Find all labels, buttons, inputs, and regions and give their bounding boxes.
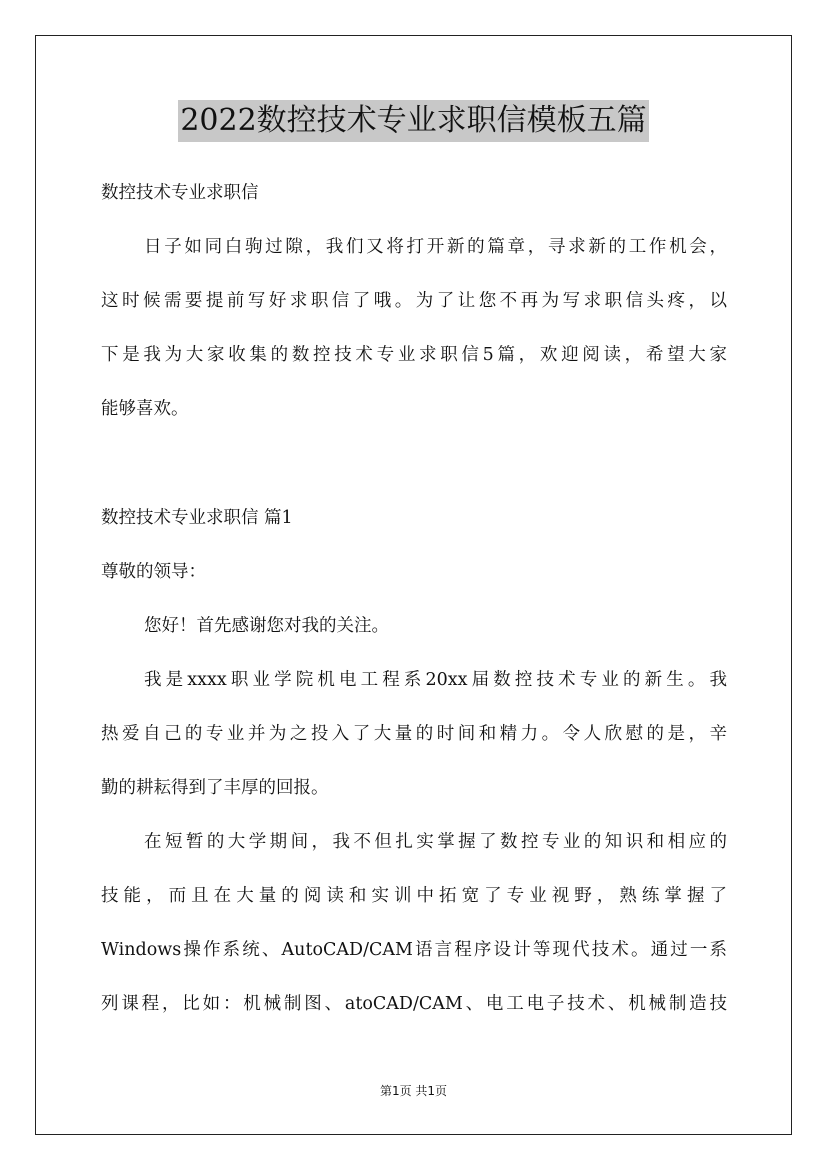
paragraph-line: Windows操作系统、AutoCAD/CAM语言程序设计等现代技术。通过一系	[101, 940, 727, 960]
paragraph-line: 技能，而且在大量的阅读和实训中拓宽了专业视野，熟练掌握了	[101, 886, 727, 906]
paragraph-line: 能够喜欢。	[101, 399, 189, 419]
paragraph-line: 热爱自己的专业并为之投入了大量的时间和精力。令人欣慰的是，辛	[101, 724, 727, 744]
paragraph-line: 勤的耕耘得到了丰厚的回报。	[101, 778, 329, 798]
paragraph-line: 日子如同白驹过隙，我们又将打开新的篇章，寻求新的工作机会，	[144, 237, 727, 257]
letter-heading: 数控技术专业求职信 篇1	[101, 508, 293, 528]
salutation: 尊敬的领导：	[101, 562, 206, 582]
document-title-wrap	[0, 100, 827, 142]
paragraph-line: 我是xxxx职业学院机电工程系20xx届数控技术专业的新生。我	[144, 670, 727, 690]
paragraph-line: 下是我为大家收集的数控技术专业求职信5篇，欢迎阅读，希望大家	[101, 345, 727, 365]
paragraph-line: 您好！首先感谢您对我的关注。	[144, 616, 389, 636]
page-number-footer: 第1页 共1页	[379, 1084, 448, 1098]
paragraph-line: 列课程，比如：机械制图、atoCAD/CAM、电工电子技术、机械制造技	[101, 994, 727, 1014]
paragraph-line: 在短暂的大学期间，我不但扎实掌握了数控专业的知识和相应的	[144, 832, 727, 852]
paragraph-line: 这时候需要提前写好求职信了哦。为了让您不再为写求职信头疼，以	[101, 291, 727, 311]
section-heading: 数控技术专业求职信	[101, 183, 259, 203]
document-title: 2022数控技术专业求职信模板五篇	[178, 100, 648, 142]
